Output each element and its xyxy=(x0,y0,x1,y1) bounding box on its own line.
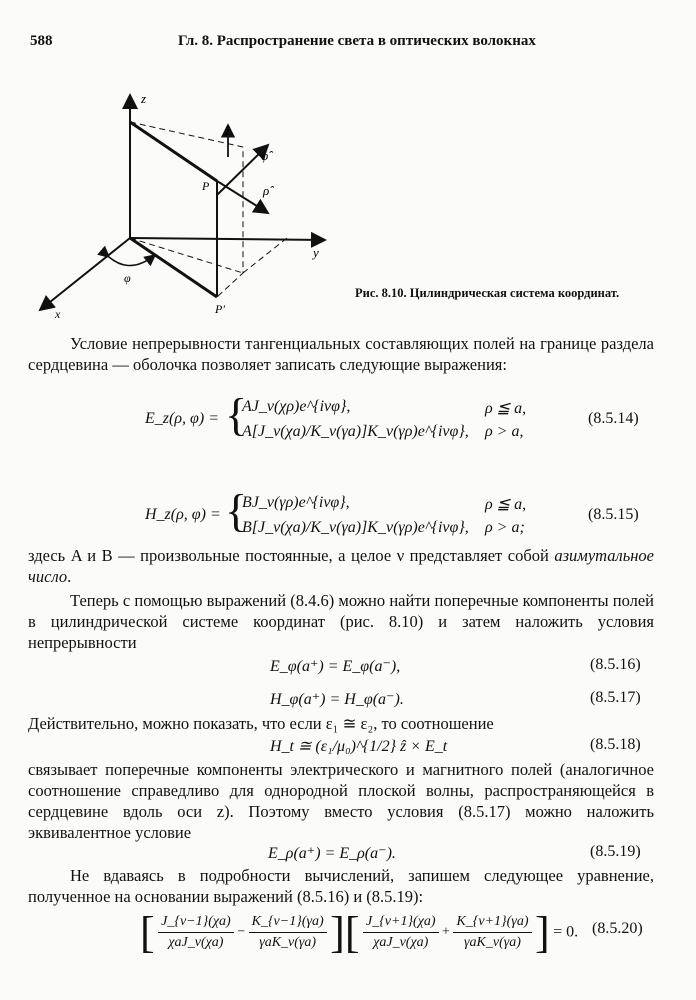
label-p-prime: P′ xyxy=(215,302,225,316)
rho-ground-line xyxy=(130,238,217,297)
eq-8-5-14-cond1: ρ ≦ a, xyxy=(485,400,527,417)
phi-angle-arc xyxy=(109,255,155,266)
x-axis xyxy=(40,238,130,310)
eq-8-5-18-number: (8.5.18) xyxy=(590,736,641,753)
eq-8-5-16-number: (8.5.16) xyxy=(590,656,641,673)
label-z-hat: ẑ xyxy=(225,123,231,138)
fraction-1: $\frac{J\_\{\nu-1\}(\chi a)}{\text{χaJ\_ν(χa)}}$ xyxy=(158,914,234,951)
coordinate-figure xyxy=(25,85,345,325)
left-bracket-1: [ xyxy=(140,908,155,957)
eq-8-5-17-number: (8.5.17) xyxy=(590,689,641,706)
label-phi-hat: φ̂ xyxy=(261,148,269,163)
eq-8-5-15-cond1: ρ ≦ a, xyxy=(485,496,527,513)
label-p: P xyxy=(202,179,210,193)
eq-8-5-18: H_t ≅ (ε₁/μ₀)^{1/2} ẑ × E_t xyxy=(270,738,448,755)
left-bracket-2: [ xyxy=(344,908,360,957)
eq-8-5-19: E_ρ(a⁺) = E_ρ(a⁻). xyxy=(268,845,396,862)
eq-8-5-14-cond2: ρ > a, xyxy=(485,423,524,440)
paragraph-5: связывает поперечные компоненты электрического и магнитного полей (аналогичное соотношение справедливо для однородной плоской волны, распространяющейся в сердцевине вдоль оси z). Поэтому вместо условия (8.5.17) можно наложить эквивалентное условие xyxy=(28,760,654,842)
label-y: y xyxy=(313,245,319,260)
eq-8-5-14-lhs: E_z(ρ, φ) = xyxy=(145,410,219,427)
paragraph-2-term: азимутальное число xyxy=(28,546,654,586)
eq-8-5-15-line2: B[J_ν(χa)/K_ν(γa)]K_ν(γρ)e^{iνφ}, xyxy=(242,519,469,536)
paragraph-4: Действительно, можно показать, что если ε₁ ≅ ε₂, то соотношение xyxy=(28,714,494,733)
label-z: z xyxy=(141,91,147,106)
fraction-4: $\frac{K\_\{\nu+1\}(\gamma a)}{\text{γaK\_ν(γa)}}$ xyxy=(453,914,531,951)
label-x: x xyxy=(55,307,61,321)
label-rho-hat: ρ̂ xyxy=(263,183,270,198)
eq-8-5-17: H_φ(a⁺) = H_φ(a⁻). xyxy=(270,691,404,708)
paragraph-3: Теперь с помощью выражений (8.4.6) можно найти поперечные компоненты полей в цилиндрической системе координат (рис. 8.10) и затем наложить условия непрерывности xyxy=(28,591,654,652)
page-number: 588 xyxy=(30,33,53,49)
paragraph-2-end: . xyxy=(67,567,72,586)
paragraph-2 xyxy=(28,545,654,587)
eq-8-5-15-lhs: H_z(ρ, φ) = xyxy=(145,506,221,523)
right-bracket-2: ] xyxy=(535,908,550,957)
eq-8-5-14-brace: { xyxy=(225,389,248,440)
eq-8-5-14-number: (8.5.14) xyxy=(588,410,639,427)
eq-8-5-20-number: (8.5.20) xyxy=(592,920,643,937)
running-title: Гл. 8. Распространение света в оптических волокнах xyxy=(178,33,536,49)
fraction-2: $\frac{K\_\{\nu-1\}(\gamma a)}{\text{γaK\_ν(γa)}}$ xyxy=(249,914,327,951)
eq-8-5-19-number: (8.5.19) xyxy=(590,843,641,860)
paragraph-2-text: здесь A и B — произвольные постоянные, а целое ν представляет собой xyxy=(28,546,555,565)
rho-line xyxy=(130,122,217,181)
label-phi: φ xyxy=(124,271,131,285)
eq-8-5-16: E_φ(a⁺) = E_φ(a⁻), xyxy=(270,658,401,675)
eq-8-5-15-brace: { xyxy=(225,485,248,536)
eq-8-5-14-line2: A[J_ν(χa)/K_ν(γa)]K_ν(γρ)e^{iνφ}, xyxy=(242,423,469,440)
eq-8-5-15-cond2: ρ > a; xyxy=(485,519,525,536)
right-bracket-1: ] xyxy=(330,908,345,957)
y-axis xyxy=(130,238,325,240)
eq-8-5-15-number: (8.5.15) xyxy=(588,506,639,523)
eq-8-5-14-line1: AJ_ν(χρ)e^{iνφ}, xyxy=(242,398,351,415)
eq-8-5-20: [ $\frac{J\_\{\nu-1\}(\chi a)}{\text{χaJ\_ν(χa)}}$ − $\frac{K\_\{\nu-1\}(\gamma a)}{\text{γaK\_ν(γa)}}$ ][ $\frac{J\_\{\nu+1\}(\chi a)}{\text{χaJ\_ν(χa)}}$ + $\frac{K\_\{\nu+1\}(\gamma a)}{\text{γaK\_ν(γa)}}$ ] = 0. xyxy=(140,908,579,957)
paragraph-6: Не вдаваясь в подробности вычислений, запишем следующее уравнение, полученное на основании выражений (8.5.16) и (8.5.19): xyxy=(28,866,654,906)
paragraph-1: Условие непрерывности тангенциальных составляющих полей на границе раздела сердцевина — оболочка позволяет записать следующие выражения: xyxy=(28,334,654,374)
figure-caption: Рис. 8.10. Цилиндрическая система координат. xyxy=(355,286,620,300)
fraction-3: $\frac{J\_\{\nu+1\}(\chi a)}{\text{χaJ\_ν(χa)}}$ xyxy=(363,914,439,951)
eq-8-5-15-line1: BJ_ν(γρ)e^{iνφ}, xyxy=(242,494,350,511)
